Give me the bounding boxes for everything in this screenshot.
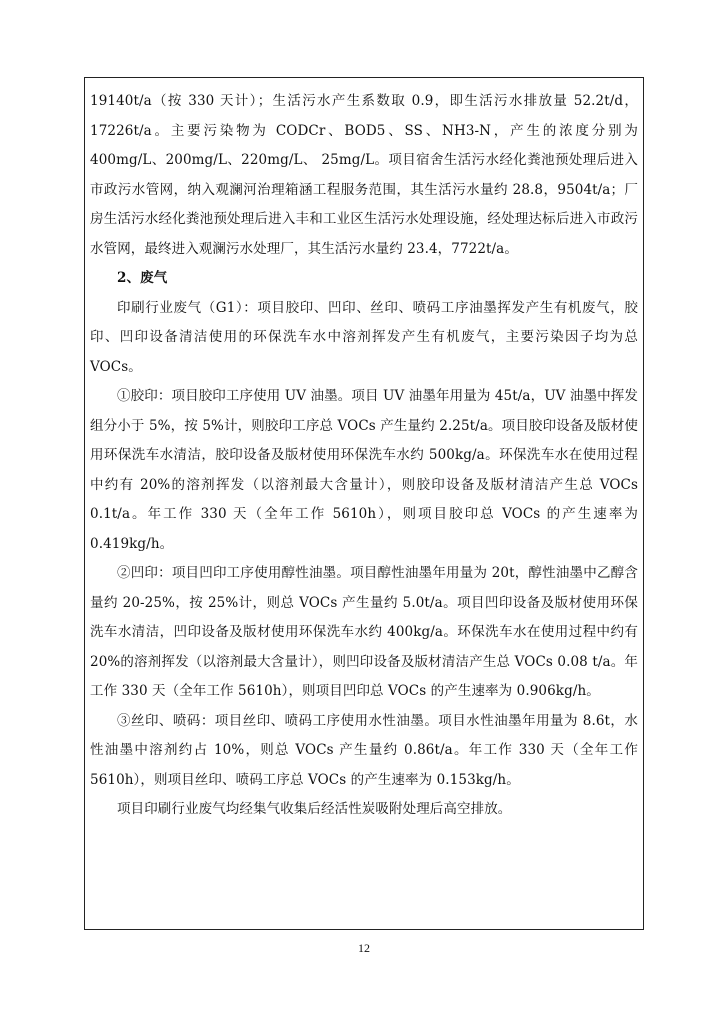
- offset-printing-paragraph: ①胶印：项目胶印工序使用 UV 油墨。项目 UV 油墨年用量为 45t/a，UV 油墨中挥发组分小于 5%，按 5%计，则胶印工序总 VOCs 产生量约 2.25t/a。项目胶印设备及版材使用环保洗车水清洁，胶印设备及版材使用环保洗车水约 500kg/a。环保洗车水在使用过程中约有 20%的溶剂挥发（以溶剂最大含量计），则胶印设备及版材清洁产生总 VOCs 0.1t/a。年工作 330 天（全年工作 5610h），则项目胶印总 VOCs 的产生速率为 0.419kg/h。: [90, 388, 638, 552]
- treatment-paragraph: 项目印刷行业废气均经集气收集后经活性炭吸附处理后高空排放。: [117, 801, 512, 817]
- page-number: 12: [358, 941, 370, 955]
- section-heading-exhaust: 2、废气: [117, 270, 168, 286]
- gravure-printing-paragraph: ②凹印：项目凹印工序使用醇性油墨。项目醇性油墨年用量为 20t，醇性油墨中乙醇含量约 20-25%，按 25%计，则总 VOCs 产生量约 5.0t/a。项目凹印设备及版材使用环保洗车水清洁，凹印设备及版材使用环保洗车水约 400kg/a。环保洗车水在使用过程中约有 20%的溶剂挥发（以溶剂最大含量计），则凹印设备及版材清洁产生总 VOCs 0.08 t/a。年工作 330 天（全年工作 5610h），则项目凹印总 VOCs 的产生速率为 0.906kg/h。: [90, 565, 638, 699]
- document-body: [90, 87, 638, 825]
- screen-printing-paragraph: ③丝印、喷码：项目丝印、喷码工序使用水性油墨。项目水性油墨年用量为 8.6t，水性油墨中溶剂约占 10%，则总 VOCs 产生量约 0.86t/a。年工作 330 天（全年工作 5610h），则项目丝印、喷码工序总 VOCs 的产生速率为 0.153kg/h。: [90, 712, 638, 788]
- wastewater-paragraph: 19140t/a（按 330 天计）；生活污水产生系数取 0.9，即生活污水排放量 52.2t/d，17226t/a。主要污染物为 CODCr、BOD5、SS、NH3-N，产生的浓度分别为 400mg/L、200mg/L、220mg/L、 25mg/L。项目宿舍生活污水经化粪池预处理后进入市政污水管网，纳入观澜河治理箱涵工程服务范围，其生活污水量约 28.8，9504t/a；厂房生活污水经化粪池预处理后进入丰和工业区生活污水处理设施，经处理达标后进入市政污水管网，最终进入观澜污水处理厂，其生活污水量约 23.4，7722t/a。: [90, 93, 638, 257]
- printing-exhaust-paragraph: 印刷行业废气（G1）：项目胶印、凹印、丝印、喷码工序油墨挥发产生有机废气，胶印、凹印设备清洁使用的环保洗车水中溶剂挥发产生有机废气，主要污染因子均为总 VOCs。: [90, 299, 638, 375]
